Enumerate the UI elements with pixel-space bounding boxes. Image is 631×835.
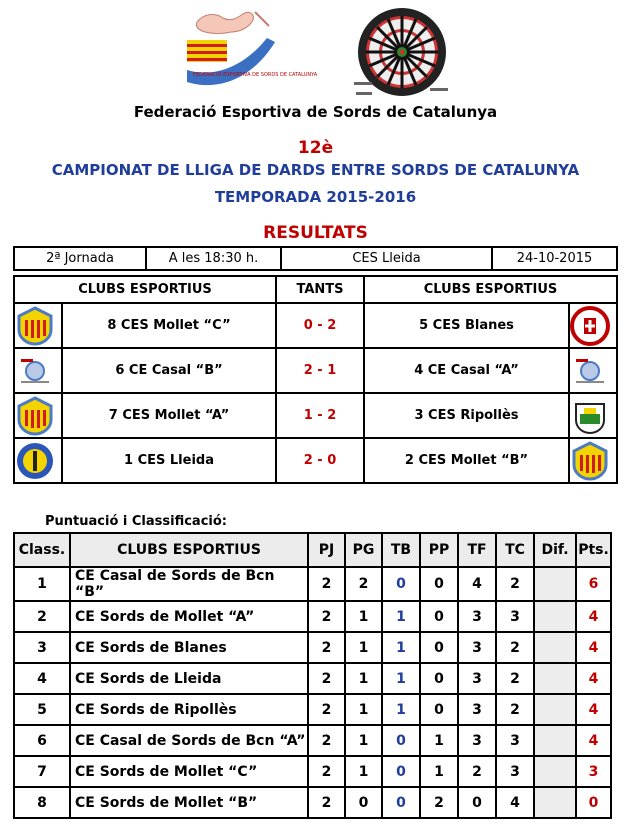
standings-cell-tc: 2 bbox=[496, 567, 534, 601]
match-score: 2 - 1 bbox=[276, 348, 364, 393]
standings-cell-pos: 7 bbox=[14, 756, 70, 787]
match-row bbox=[14, 303, 617, 348]
match-home-team: 7 CES Mollet “A” bbox=[62, 393, 276, 438]
standings-cell-tf: 3 bbox=[458, 694, 496, 725]
standings-header-dif: Dif. bbox=[534, 533, 576, 567]
standings-cell-tf: 3 bbox=[458, 601, 496, 632]
championship-title: CAMPIONAT DE LLIGA DE DARDS ENTRE SORDS DE CATALUNYA bbox=[51, 161, 580, 179]
standings-cell-pj: 2 bbox=[308, 787, 345, 818]
standings-cell-tf: 2 bbox=[458, 756, 496, 787]
standings-header-tc: TC bbox=[496, 533, 534, 567]
club-logo-ripolles bbox=[569, 393, 617, 438]
standings-header-pg: PG bbox=[345, 533, 382, 567]
standings-cell-dif bbox=[534, 694, 576, 725]
standings-cell-pts: 4 bbox=[576, 663, 611, 694]
results-header-away: CLUBS ESPORTIUS bbox=[364, 276, 617, 303]
results-table bbox=[13, 275, 618, 484]
match-home-team: 1 CES Lleida bbox=[62, 438, 276, 483]
standings-cell-pp: 1 bbox=[420, 756, 458, 787]
match-away-team: 4 CE Casal “A” bbox=[364, 348, 569, 393]
standings-cell-pts: 4 bbox=[576, 632, 611, 663]
club-logo-lleida bbox=[14, 438, 62, 483]
standings-cell-pp: 0 bbox=[420, 694, 458, 725]
federation-logo-text: FEDERACIÓ ESPORTIVA DE SORDS DE CATALUNYA bbox=[193, 72, 318, 78]
standings-row bbox=[14, 725, 611, 756]
standings-row bbox=[14, 756, 611, 787]
standings-header-club: CLUBS ESPORTIUS bbox=[70, 533, 308, 567]
results-header-home: CLUBS ESPORTIUS bbox=[14, 276, 276, 303]
standings-cell-pos: 3 bbox=[14, 632, 70, 663]
standings-cell-pos: 8 bbox=[14, 787, 70, 818]
standings-cell-pp: 0 bbox=[420, 663, 458, 694]
standings-cell-tc: 3 bbox=[496, 601, 534, 632]
standings-header-pos: Class. bbox=[14, 533, 70, 567]
standings-cell-tf: 4 bbox=[458, 567, 496, 601]
standings-cell-club: CE Sords de Mollet “B” bbox=[70, 787, 308, 818]
round-info-table bbox=[13, 246, 618, 271]
standings-cell-tc: 2 bbox=[496, 694, 534, 725]
standings-cell-tc: 4 bbox=[496, 787, 534, 818]
standings-cell-pts: 4 bbox=[576, 725, 611, 756]
standings-cell-pts: 6 bbox=[576, 567, 611, 601]
standings-cell-dif bbox=[534, 632, 576, 663]
standings-cell-pg: 1 bbox=[345, 632, 382, 663]
standings-cell-tc: 2 bbox=[496, 663, 534, 694]
dartboard-logo bbox=[350, 6, 454, 106]
standings-cell-club: CE Casal de Sords de Bcn “B” bbox=[70, 567, 308, 601]
standings-cell-pos: 6 bbox=[14, 725, 70, 756]
standings-cell-tb: 0 bbox=[382, 567, 420, 601]
standings-cell-tb: 0 bbox=[382, 787, 420, 818]
match-home-team: 6 CE Casal “B” bbox=[62, 348, 276, 393]
standings-cell-dif bbox=[534, 725, 576, 756]
match-row bbox=[14, 393, 617, 438]
standings-cell-pts: 0 bbox=[576, 787, 611, 818]
federation-logo bbox=[183, 8, 318, 96]
match-row bbox=[14, 438, 617, 483]
club-logo-casal bbox=[14, 348, 62, 393]
standings-cell-pj: 2 bbox=[308, 756, 345, 787]
standings-table bbox=[13, 532, 612, 819]
edition-label: 12è bbox=[297, 138, 334, 158]
standings-cell-pts: 3 bbox=[576, 756, 611, 787]
standings-row bbox=[14, 694, 611, 725]
venue-label: CES Lleida bbox=[281, 247, 492, 270]
club-logo-mollet bbox=[569, 438, 617, 483]
club-logo-casal bbox=[569, 348, 617, 393]
standings-cell-club: CE Sords de Lleida bbox=[70, 663, 308, 694]
standings-cell-club: CE Sords de Mollet “A” bbox=[70, 601, 308, 632]
match-score: 0 - 2 bbox=[276, 303, 364, 348]
standings-cell-pos: 1 bbox=[14, 567, 70, 601]
standings-cell-dif bbox=[534, 663, 576, 694]
club-logo-mollet bbox=[14, 393, 62, 438]
round-label: 2ª Jornada bbox=[14, 247, 146, 270]
standings-cell-pp: 0 bbox=[420, 632, 458, 663]
standings-row bbox=[14, 567, 611, 601]
match-score: 2 - 0 bbox=[276, 438, 364, 483]
standings-header-pj: PJ bbox=[308, 533, 345, 567]
club-logo-blanes bbox=[569, 303, 617, 348]
results-title: RESULTATS bbox=[263, 223, 368, 243]
standings-cell-tc: 3 bbox=[496, 756, 534, 787]
standings-cell-pp: 0 bbox=[420, 601, 458, 632]
standings-cell-club: CE Sords de Blanes bbox=[70, 632, 308, 663]
standings-cell-tf: 3 bbox=[458, 663, 496, 694]
standings-header-tf: TF bbox=[458, 533, 496, 567]
standings-cell-pts: 4 bbox=[576, 601, 611, 632]
standings-cell-pj: 2 bbox=[308, 601, 345, 632]
standings-cell-pos: 2 bbox=[14, 601, 70, 632]
standings-cell-dif bbox=[534, 567, 576, 601]
standings-cell-tb: 1 bbox=[382, 601, 420, 632]
standings-cell-pp: 2 bbox=[420, 787, 458, 818]
standings-cell-tf: 3 bbox=[458, 725, 496, 756]
standings-cell-tf: 3 bbox=[458, 632, 496, 663]
standings-cell-pg: 1 bbox=[345, 694, 382, 725]
standings-row bbox=[14, 601, 611, 632]
standings-cell-pj: 2 bbox=[308, 663, 345, 694]
club-logo-mollet bbox=[14, 303, 62, 348]
standings-cell-tc: 3 bbox=[496, 725, 534, 756]
federation-name: Federació Esportiva de Sords de Catalunya bbox=[133, 103, 498, 121]
standings-cell-pg: 1 bbox=[345, 756, 382, 787]
standings-row bbox=[14, 787, 611, 818]
match-score: 1 - 2 bbox=[276, 393, 364, 438]
standings-cell-pg: 0 bbox=[345, 787, 382, 818]
match-home-team: 8 CES Mollet “C” bbox=[62, 303, 276, 348]
match-away-team: 2 CES Mollet “B” bbox=[364, 438, 569, 483]
standings-cell-pg: 1 bbox=[345, 725, 382, 756]
standings-cell-tc: 2 bbox=[496, 632, 534, 663]
standings-cell-club: CE Sords de Mollet “C” bbox=[70, 756, 308, 787]
standings-cell-tb: 1 bbox=[382, 632, 420, 663]
time-label: A les 18:30 h. bbox=[146, 247, 281, 270]
standings-cell-pos: 5 bbox=[14, 694, 70, 725]
standings-title: Puntuació i Classificació: bbox=[45, 514, 227, 529]
standings-cell-pj: 2 bbox=[308, 632, 345, 663]
standings-cell-tb: 0 bbox=[382, 725, 420, 756]
standings-cell-pp: 1 bbox=[420, 725, 458, 756]
standings-cell-pj: 2 bbox=[308, 725, 345, 756]
standings-header-pp: PP bbox=[420, 533, 458, 567]
results-header-score: TANTS bbox=[276, 276, 364, 303]
standings-row bbox=[14, 632, 611, 663]
standings-row bbox=[14, 663, 611, 694]
standings-cell-pts: 4 bbox=[576, 694, 611, 725]
standings-cell-pj: 2 bbox=[308, 567, 345, 601]
match-away-team: 3 CES Ripollès bbox=[364, 393, 569, 438]
standings-cell-pos: 4 bbox=[14, 663, 70, 694]
standings-header-tb: TB bbox=[382, 533, 420, 567]
standings-cell-tb: 1 bbox=[382, 694, 420, 725]
standings-cell-pj: 2 bbox=[308, 694, 345, 725]
season-title: TEMPORADA 2015-2016 bbox=[214, 188, 417, 206]
standings-cell-dif bbox=[534, 756, 576, 787]
match-row bbox=[14, 348, 617, 393]
match-away-team: 5 CES Blanes bbox=[364, 303, 569, 348]
standings-cell-tb: 1 bbox=[382, 663, 420, 694]
standings-cell-tb: 0 bbox=[382, 756, 420, 787]
standings-cell-club: CE Casal de Sords de Bcn “A” bbox=[70, 725, 308, 756]
standings-cell-club: CE Sords de Ripollès bbox=[70, 694, 308, 725]
standings-cell-dif bbox=[534, 787, 576, 818]
standings-cell-dif bbox=[534, 601, 576, 632]
standings-header-pts: Pts. bbox=[576, 533, 611, 567]
standings-cell-pg: 1 bbox=[345, 601, 382, 632]
standings-cell-tf: 0 bbox=[458, 787, 496, 818]
standings-cell-pg: 2 bbox=[345, 567, 382, 601]
date-label: 24-10-2015 bbox=[492, 247, 617, 270]
standings-cell-pp: 0 bbox=[420, 567, 458, 601]
standings-cell-pg: 1 bbox=[345, 663, 382, 694]
